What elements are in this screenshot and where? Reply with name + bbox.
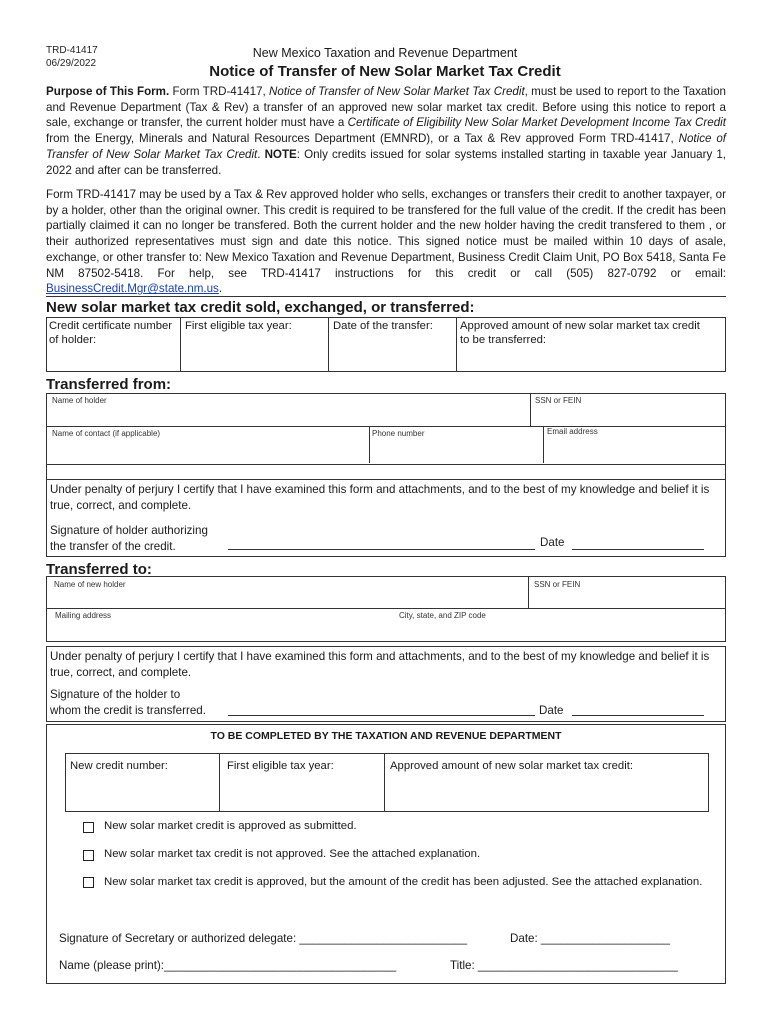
- new-holder-date-label: Date: [539, 704, 564, 717]
- secretary-date-label[interactable]: Date: ____________________: [510, 932, 670, 945]
- field-divider: [369, 427, 370, 463]
- credit-certificate-label: Credit certificate number of holder:: [49, 320, 173, 346]
- form-title: Notice of Transfer of New Solar Market Tax Credit: [209, 63, 561, 80]
- holder-contact-row[interactable]: [46, 427, 726, 465]
- title-label[interactable]: Title: _______________________________: [450, 959, 678, 972]
- spacer-row: [46, 465, 726, 480]
- instructions-text: Form TRD-41417 may be used by a Tax & Rev approved holder who sells, exchanges or transfers their credit to another taxpayer, or by a holder, other than the original owner. This credit is required to be transfered for the full value of the credit. If the credit has been partially claimed it can no longer be transfered. Both the current holder and the new holder having the credit transfered to them , or their authorized representatives must sign and date this notice. This signed notice must be mailed within 10 days of asale, exchange, or other transfer to: New Mexico Taxation and Revenue Department, Business Credit Claim Unit, PO Box 5418, Santa Fe NM 87502-5418. For help, see TRD-41417 instructions for this credit or call (505) 827-0792 or email:: [46, 188, 726, 280]
- table-divider: [180, 318, 181, 371]
- holder-ssn-label: SSN or FEIN: [535, 396, 582, 405]
- dept-approved-amount-label: Approved amount of new solar market tax credit:: [390, 760, 633, 772]
- approved-option-text: New solar market credit is approved as submitted.: [104, 820, 357, 832]
- dept-first-tax-year-label: First eligible tax year:: [227, 760, 334, 772]
- adjusted-option-text: New solar market tax credit is approved, but the amount of the credit has been adjusted. See the attached explanation.: [104, 876, 703, 888]
- instructions-paragraph: [46, 187, 726, 297]
- agency-name: New Mexico Taxation and Revenue Department: [252, 46, 518, 60]
- not-approved-checkbox[interactable]: [83, 850, 94, 861]
- table-divider: [456, 318, 457, 371]
- email-link[interactable]: BusinessCredit.Mgr@state.nm.us: [46, 282, 219, 296]
- print-name-label[interactable]: Name (please print):____________________________________: [59, 959, 397, 972]
- mailing-address-label: Mailing address: [55, 611, 112, 620]
- field-divider: [543, 427, 544, 463]
- new-credit-number-label: New credit number:: [70, 760, 168, 772]
- purpose-italic-1: Notice of Transfer of New Solar Market Tax Credit: [269, 85, 525, 98]
- city-state-zip-label: City, state, and ZIP code: [399, 611, 486, 620]
- table-divider: [328, 318, 329, 371]
- department-credit-table: [65, 753, 709, 812]
- holder-signature-label-1: Signature of holder authorizing: [50, 524, 208, 537]
- holder-name-field[interactable]: [46, 393, 726, 427]
- form-date: 06/29/2022: [46, 58, 97, 69]
- holder-name-label: Name of holder: [52, 396, 107, 405]
- email-address-label: Email address: [547, 427, 598, 436]
- holder-date-label: Date: [540, 536, 565, 549]
- form-number: TRD-41417: [46, 45, 98, 56]
- not-approved-option-text: New solar market tax credit is not approved. See the attached explanation.: [104, 848, 481, 860]
- new-holder-certification-box: [46, 646, 726, 722]
- table-divider: [219, 754, 220, 811]
- phone-number-label: Phone number: [372, 429, 425, 438]
- transfer-date-label: Date of the transfer:: [333, 320, 433, 332]
- holder-signature-label: [50, 523, 208, 554]
- table-divider: [384, 754, 385, 811]
- secretary-signature-label[interactable]: Signature of Secretary or authorized delegate: __________________________: [59, 932, 468, 945]
- holder-certification-box: [46, 480, 726, 557]
- holder-certify-text: Under penalty of perjury I certify that I have examined this form and attachments, and to the best of my knowledge and belief it is true, correct, and complete.: [50, 483, 710, 512]
- purpose-paragraph: [46, 84, 726, 178]
- first-tax-year-label: First eligible tax year:: [185, 320, 292, 332]
- section-divider: [46, 296, 726, 297]
- field-divider: [528, 577, 529, 608]
- approved-amount-label: Approved amount of new solar market tax credit to be transferred:: [460, 320, 700, 346]
- purpose-text-1: Form TRD-41417,: [169, 85, 270, 98]
- new-holder-signature-label: [50, 687, 206, 718]
- transferred-from-heading: Transferred from:: [46, 376, 172, 393]
- new-holder-signature-label-2: whom the credit is transferred.: [50, 703, 206, 717]
- credit-details-table: [46, 317, 726, 372]
- adjusted-checkbox[interactable]: [83, 877, 94, 888]
- new-holder-name-field[interactable]: [46, 576, 726, 609]
- holder-signature-line[interactable]: [228, 549, 535, 550]
- new-holder-name-label: Name of new holder: [54, 580, 126, 589]
- purpose-text-2: , must be used to report to the Taxation and Revenue Department (Tax & Rev) a transfer of an approved new solar market tax credit. Before using this notice to report a sale, exchange or transfer, the current holder must have a: [46, 85, 727, 130]
- holder-signature-label-2: the transfer of the credit.: [50, 539, 176, 553]
- approved-checkbox[interactable]: [83, 822, 94, 833]
- purpose-text-3: from the Energy, Minerals and Natural Resources Department (EMNRD), or a Tax & Rev approved Form TRD-41417,: [46, 132, 679, 146]
- purpose-italic-2: Certificate of Eligibility New Solar Market Development Income Tax Credit: [347, 116, 726, 130]
- purpose-italic-3: Notice of Transfer of New Solar Market Tax Credit: [46, 132, 726, 161]
- instructions-end: .: [218, 282, 223, 296]
- purpose-label: Purpose of This Form.: [46, 85, 170, 98]
- note-label: NOTE: [264, 147, 297, 161]
- new-holder-signature-line[interactable]: [228, 715, 535, 716]
- new-holder-date-line[interactable]: [572, 715, 704, 716]
- holder-date-line[interactable]: [572, 549, 704, 550]
- contact-name-label: Name of contact (if applicable): [52, 429, 161, 438]
- purpose-text-4: .: [257, 147, 265, 161]
- field-divider: [530, 394, 531, 426]
- new-holder-signature-label-1: Signature of the holder to: [50, 688, 181, 701]
- new-holder-ssn-label: SSN or FEIN: [534, 580, 581, 589]
- note-text: : Only credits issued for solar systems installed starting in taxable year January 1, 2022 and after can be transferred.: [46, 147, 726, 177]
- transferred-to-heading: Transferred to:: [46, 561, 152, 578]
- new-holder-address-row[interactable]: [46, 609, 726, 642]
- credit-section-heading: New solar market tax credit sold, exchanged, or transferred:: [46, 299, 475, 316]
- department-heading: TO BE COMPLETED BY THE TAXATION AND REVENUE DEPARTMENT: [210, 730, 562, 742]
- new-holder-certify-text: Under penalty of perjury I certify that I have examined this form and attachments, and to the best of my knowledge and belief it is true, correct, and complete.: [50, 650, 710, 679]
